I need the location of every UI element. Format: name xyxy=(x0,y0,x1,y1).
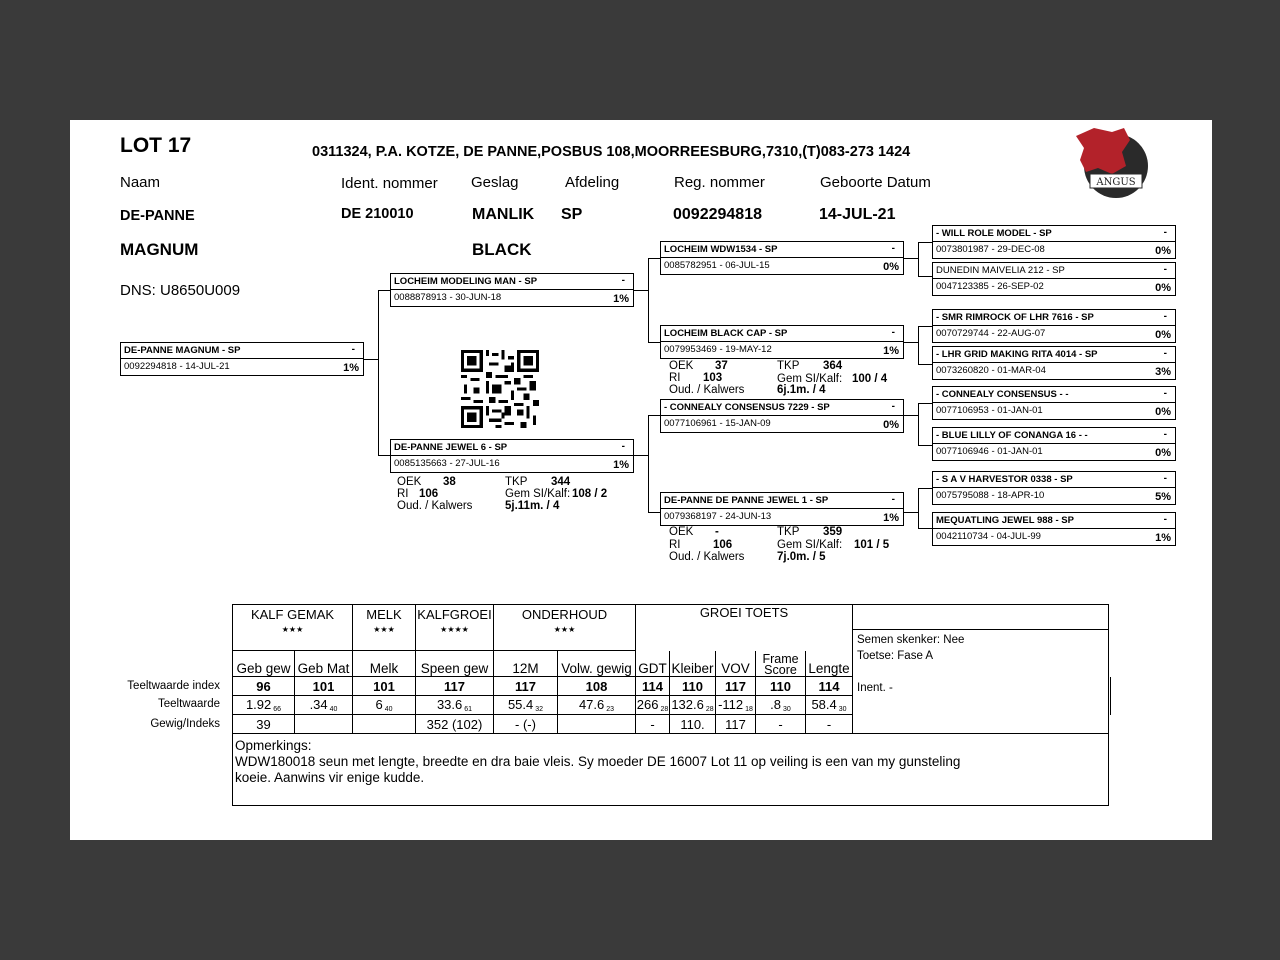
group-onderhoud: ONDERHOUD ★★★ xyxy=(494,605,636,651)
tw-cell: 6 $_{40}$ xyxy=(353,696,416,715)
animal-name-2: MAGNUM xyxy=(120,240,199,259)
col-volw-gewig: Volw. gewig xyxy=(558,651,636,677)
col-geb-gew: Geb gew xyxy=(233,651,295,677)
header-naam: Naam xyxy=(120,174,161,191)
gewig-cell xyxy=(295,715,353,734)
header-geslag: Geslag xyxy=(471,174,519,191)
label-gewig-indeks: Gewig/Indeks xyxy=(150,718,220,730)
index-cell: 117 xyxy=(716,677,756,696)
gewig-cell: 39 xyxy=(233,715,295,734)
pedigree-gg-3: - SMR RIMROCK OF LHR 7616 - SP - 0070729744 - 22-AUG-07 0% xyxy=(932,309,1176,343)
col-melk: Melk xyxy=(353,651,416,677)
tw-cell: 55.4 $_{32}$ xyxy=(494,696,558,715)
animal-dob: 14-JUL-21 xyxy=(819,206,896,223)
gewig-cell: - xyxy=(756,715,806,734)
tw-cell: 266 $_{28}$ xyxy=(636,697,669,713)
performance-table xyxy=(232,604,1111,806)
animal-reg: 0092294818 xyxy=(673,206,762,223)
index-cell: 114 xyxy=(806,677,853,696)
gewig-cell xyxy=(558,715,636,734)
tw-cell: .34 $_{40}$ xyxy=(295,696,353,715)
gewig-cell: 117 xyxy=(716,715,756,734)
logo-text: ANGUS xyxy=(1096,177,1136,188)
index-cell: 110 xyxy=(670,677,716,696)
col-gdt: GDT xyxy=(636,651,670,677)
gewig-cell xyxy=(353,715,416,734)
index-cell: 117 xyxy=(416,677,494,696)
label-teeltwaarde: Teeltwaarde xyxy=(157,698,220,710)
lot-number: LOT 17 xyxy=(120,134,192,157)
pedigree-gg-8: MEQUATLING JEWEL 988 - SP - 0042110734 - 04-JUL-99 1% xyxy=(932,512,1176,546)
col-frame-score: Frame Score xyxy=(756,651,806,677)
col-lengte: Lengte xyxy=(806,651,853,677)
index-cell: 114 xyxy=(636,677,670,696)
pedigree-gg-1: - WILL ROLE MODEL - SP - 0073801987 - 29-DEC-08 0% xyxy=(932,225,1176,259)
pedigree-sire-dam: LOCHEIM BLACK CAP - SP - 0079953469 - 19-MAY-12 1% xyxy=(660,325,904,359)
header-afdeling: Afdeling xyxy=(565,174,620,191)
col-geb-mat: Geb Mat xyxy=(295,651,353,677)
tw-cell: 58.4 $_{30}$ xyxy=(806,696,853,715)
index-cell: 108 xyxy=(558,677,636,696)
index-cell: 117 xyxy=(494,677,558,696)
catalogue-page: LOT 17 0311324, P.A. KOTZE, DE PANNE,POSBUS 108,MOORREESBURG,7310,(T)083-273 1424 ANGUS Naam Ident. nommer Geslag Afdeling Reg. nommer Geboorte Datum DE-PANNE MAGNUM DE 210010 MANLIK SP BLACK 0092294818 14-JUL-21 DNS: U8650U009 DE-PANNE MAGNUM - SP - 0092294818 - 14-JUL-21 1% LOCHEIM MODELING MAN - SP - 0088878913 - 30-JUN-18 1% DE-PANNE JEWEL 6 - SP - 0085135663 - 27-JUL-16 1% LOCHEIM WDW1534 - SP - 0085782951 - 06-JUL-15 0% LOCHEIM BLACK CAP - SP - 0079953469 - 19-MAY-12 1% - CONNEALY CONSENSUS 7229 - SP - 0077106961 - 15-JAN-09 0% DE-PANNE DE PANNE JEWEL 1 - SP - 0079368197 - 24-JUN-13 1% - WILL ROLE MODEL - SP - 0073801987 - 29-DEC-08 0% DUNEDIN MAIVELIA 212 - SP - 0047123385 - 26-SEP-02 0% - SMR RIMROCK OF LHR 7616 - SP - 0070729744 - 22-AUG-07 0% - LHR GRID MAKING RITA 4014 - SP - 0073260820 - 01-MAR-04 3% - CONNEALY CONSENSUS - - - 0077106953 - 01-JAN-01 0% - BLUE LILLY OF CONANGA 16 - - - 0077106946 - 01-JAN-01 0% - S A V HARVESTOR 0338 - SP - 0075795088 - 18-APR-10 5% MEQUATLING JEWEL 988 - SP - 0042110734 - 04-JUL-99 1% OEK 38 TKP 344 RI 106 Gem SI/Kalf: 108 / 2 Oud. / Kalwers 5j.11m. / 4 OEK 37 TKP 364 RI 103 Gem SI/Kalf: 100 / 4 Oud. / Kalwers 6j.1m. / 4 OEK - TKP 359 RI 106 Gem SI/Kalf: 101 / 5 Oud. / Kalwers 7j.0m. / 5 Teeltwaarde index Teeltwaarde Gewig/Indeks KALF GEMAK ★★★ MELK ★★★ KALFGROEI ★★★★ ONDERHOUD ★★★ GROEI TOETS Semen skenker: Nee Toetse: Fase A Inent. - Geb gew Geb Mat Melk Speen gew 12M Volw. gewig GDT Kleiber VOV Frame Score Lengte 96 101 101 117 117 108 114 110 117 110 114 1.92 $_{66}$ .34 $_{40}$ 6 $_{40}$ 33.6 $_{61}$ 55.4 $_{32}$ 47.6 $_{23}$ 266 $_{28}$ 132.6 $_{28}$ -112 $_{18}$ .8 $_{30}$ 58.4 $_{30}$ 39 352 (102) - (-) - 110. 117 - - Opmerkings: WDW180018 seun met lengte, breedte en dra baie vleis. Sy moeder DE 16007 Lot 11 op veiling is een van my gunsteling koeie. Aanwins vir enige kudde. xyxy=(70,120,1212,840)
index-cell: 101 xyxy=(353,677,416,696)
animal-color: BLACK xyxy=(472,240,532,259)
group-kalfgroei: KALFGROEI ★★★★ xyxy=(416,605,494,651)
animal-ident: DE 210010 xyxy=(341,206,414,222)
col-speen-gew: Speen gew xyxy=(416,651,494,677)
group-kalf-gemak: KALF GEMAK ★★★ xyxy=(233,605,353,651)
owner-address: 0311324, P.A. KOTZE, DE PANNE,POSBUS 108,MOORREESBURG,7310,(T)083-273 1424 xyxy=(312,144,911,160)
label-teeltwaarde-index: Teeltwaarde index xyxy=(127,680,220,692)
pedigree-gg-6: - BLUE LILLY OF CONANGA 16 - - - 0077106946 - 01-JAN-01 0% xyxy=(932,427,1176,461)
pedigree-dam-dam: DE-PANNE DE PANNE JEWEL 1 - SP - 0079368197 - 24-JUN-13 1% xyxy=(660,492,904,526)
tw-cell: 33.6 $_{61}$ xyxy=(416,696,494,715)
gewig-cell: 352 (102) xyxy=(416,715,494,734)
tw-cell: 132.6 $_{28}$ xyxy=(671,697,714,713)
tw-cell: -112 $_{18}$ xyxy=(716,696,756,715)
group-melk: MELK ★★★ xyxy=(353,605,416,651)
pedigree-gg-5: - CONNEALY CONSENSUS - - - 0077106953 - 01-JAN-01 0% xyxy=(932,386,1176,420)
col-vov: VOV xyxy=(716,651,756,677)
index-cell: 96 xyxy=(233,677,295,696)
angus-logo xyxy=(1072,122,1152,200)
pedigree-sire: LOCHEIM MODELING MAN - SP - 0088878913 - 30-JUN-18 1% xyxy=(390,273,634,307)
gewig-cell: - xyxy=(806,715,853,734)
header-ident: Ident. nommer xyxy=(341,175,438,192)
gewig-cell: - (-) xyxy=(494,715,558,734)
animal-sex: MANLIK xyxy=(472,206,535,223)
pedigree-gg-2: DUNEDIN MAIVELIA 212 - SP - 0047123385 - 26-SEP-02 0% xyxy=(932,262,1176,296)
pedigree-self: DE-PANNE MAGNUM - SP - 0092294818 - 14-JUL-21 1% xyxy=(120,342,364,376)
index-cell: 110 xyxy=(756,677,806,696)
pedigree-gg-4: - LHR GRID MAKING RITA 4014 - SP - 0073260820 - 01-MAR-04 3% xyxy=(932,346,1176,380)
test-info: Semen skenker: Nee Toetse: Fase A Inent. - xyxy=(853,605,1109,715)
remarks: Opmerkings: WDW180018 seun met lengte, breedte en dra baie vleis. Sy moeder DE 16007 Lot 11 op veiling is een van my gunsteling koeie. Aanwins vir enige kudde. xyxy=(233,734,1109,806)
animal-name-1: DE-PANNE xyxy=(120,208,195,224)
gewig-cell: - xyxy=(636,715,670,734)
gewig-row xyxy=(233,715,1111,734)
tw-cell: 1.92 $_{66}$ xyxy=(233,696,295,715)
index-cell: 101 xyxy=(295,677,353,696)
pedigree-dam: DE-PANNE JEWEL 6 - SP - 0085135663 - 27-JUL-16 1% xyxy=(390,439,634,473)
col-kleiber: Kleiber xyxy=(670,651,716,677)
dns-number: DNS: U8650U009 xyxy=(120,282,241,299)
pedigree-dam-sire: - CONNEALY CONSENSUS 7229 - SP - 0077106961 - 15-JAN-09 0% xyxy=(660,399,904,433)
pedigree-gg-7: - S A V HARVESTOR 0338 - SP - 0075795088 - 18-APR-10 5% xyxy=(932,471,1176,505)
tw-cell: 47.6 $_{23}$ xyxy=(558,696,636,715)
group-groei-toets: GROEI TOETS xyxy=(636,605,853,651)
gewig-cell: 110. xyxy=(670,715,716,734)
pedigree-sire-sire: LOCHEIM WDW1534 - SP - 0085782951 - 06-JUL-15 0% xyxy=(660,241,904,275)
animal-section: SP xyxy=(561,206,583,223)
qr-code[interactable] xyxy=(460,350,540,428)
col-12m: 12M xyxy=(494,651,558,677)
header-geboorte: Geboorte Datum xyxy=(820,174,931,191)
tw-cell: .8 $_{30}$ xyxy=(756,696,806,715)
header-reg: Reg. nommer xyxy=(674,174,765,191)
